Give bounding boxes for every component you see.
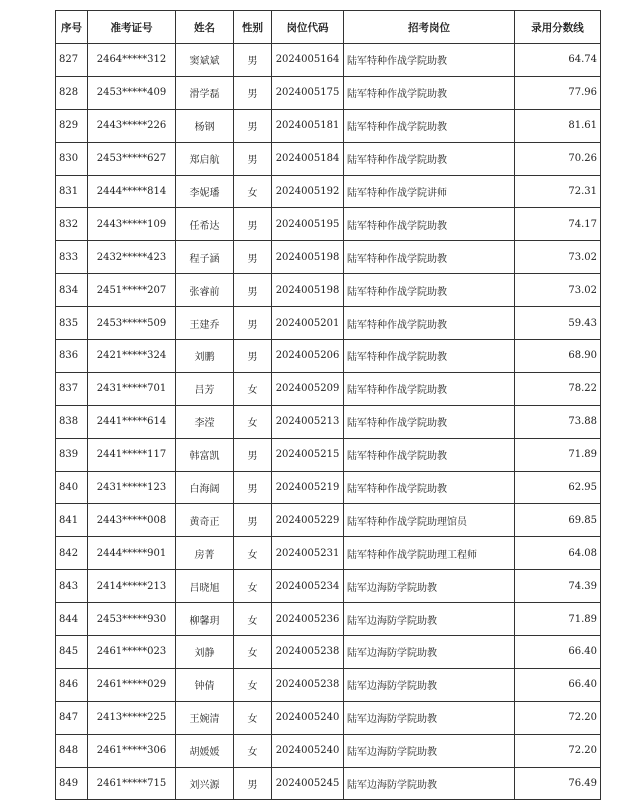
cell-gender: 男 bbox=[234, 471, 272, 504]
cell-post: 陆军特种作战学院讲师 bbox=[344, 175, 515, 208]
cell-score: 59.43 bbox=[515, 307, 601, 340]
cell-gender: 男 bbox=[234, 504, 272, 537]
cell-post: 陆军特种作战学院助教 bbox=[344, 340, 515, 373]
cell-seq: 829 bbox=[56, 109, 88, 142]
cell-seq: 830 bbox=[56, 142, 88, 175]
cell-code: 2024005195 bbox=[272, 208, 344, 241]
cell-code: 2024005198 bbox=[272, 274, 344, 307]
table-row bbox=[56, 537, 601, 570]
cell-gender: 女 bbox=[234, 701, 272, 734]
cell-code: 2024005198 bbox=[272, 241, 344, 274]
cell-score: 66.40 bbox=[515, 668, 601, 701]
cell-post: 陆军特种作战学院助教 bbox=[344, 438, 515, 471]
cell-post: 陆军特种作战学院助教 bbox=[344, 76, 515, 109]
cell-gender: 女 bbox=[234, 668, 272, 701]
cell-gender: 男 bbox=[234, 44, 272, 77]
cell-code: 2024005238 bbox=[272, 668, 344, 701]
cell-post: 陆军边海防学院助教 bbox=[344, 668, 515, 701]
cell-name: 程子涵 bbox=[176, 241, 234, 274]
cell-post: 陆军特种作战学院助教 bbox=[344, 372, 515, 405]
cell-post: 陆军特种作战学院助理馆员 bbox=[344, 504, 515, 537]
cell-score: 74.17 bbox=[515, 208, 601, 241]
cell-seq: 844 bbox=[56, 603, 88, 636]
cell-code: 2024005238 bbox=[272, 636, 344, 669]
cell-code: 2024005164 bbox=[272, 44, 344, 77]
cell-post: 陆军特种作战学院助理工程师 bbox=[344, 537, 515, 570]
table-row bbox=[56, 241, 601, 274]
header-post: 招考岗位 bbox=[344, 11, 515, 44]
cell-name: 白海阔 bbox=[176, 471, 234, 504]
cell-name: 钟倩 bbox=[176, 668, 234, 701]
table-row bbox=[56, 767, 601, 800]
cell-score: 66.40 bbox=[515, 636, 601, 669]
cell-post: 陆军边海防学院助教 bbox=[344, 767, 515, 800]
cell-seq: 841 bbox=[56, 504, 88, 537]
cell-score: 64.74 bbox=[515, 44, 601, 77]
cell-score: 73.02 bbox=[515, 274, 601, 307]
cell-post: 陆军特种作战学院助教 bbox=[344, 405, 515, 438]
cell-gender: 男 bbox=[234, 438, 272, 471]
cell-name: 吕芳 bbox=[176, 372, 234, 405]
cell-gender: 男 bbox=[234, 142, 272, 175]
cell-gender: 女 bbox=[234, 636, 272, 669]
cell-post: 陆军特种作战学院助教 bbox=[344, 142, 515, 175]
header-code: 岗位代码 bbox=[272, 11, 344, 44]
cell-gender: 女 bbox=[234, 603, 272, 636]
cell-post: 陆军特种作战学院助教 bbox=[344, 241, 515, 274]
table-row bbox=[56, 734, 601, 767]
table-row bbox=[56, 372, 601, 405]
cell-gender: 男 bbox=[234, 767, 272, 800]
cell-post: 陆军边海防学院助教 bbox=[344, 570, 515, 603]
cell-post: 陆军边海防学院助教 bbox=[344, 734, 515, 767]
cell-post: 陆军边海防学院助教 bbox=[344, 636, 515, 669]
cell-seq: 846 bbox=[56, 668, 88, 701]
cell-ticket: 2414*****213 bbox=[88, 570, 176, 603]
cell-code: 2024005175 bbox=[272, 76, 344, 109]
cell-ticket: 2453*****627 bbox=[88, 142, 176, 175]
table-row bbox=[56, 636, 601, 669]
cell-post: 陆军特种作战学院助教 bbox=[344, 471, 515, 504]
cell-name: 韩富凯 bbox=[176, 438, 234, 471]
cell-seq: 828 bbox=[56, 76, 88, 109]
cell-ticket: 2461*****029 bbox=[88, 668, 176, 701]
cell-score: 70.26 bbox=[515, 142, 601, 175]
cell-code: 2024005213 bbox=[272, 405, 344, 438]
table-row bbox=[56, 175, 601, 208]
cell-ticket: 2461*****023 bbox=[88, 636, 176, 669]
cell-ticket: 2464*****312 bbox=[88, 44, 176, 77]
cell-seq: 843 bbox=[56, 570, 88, 603]
cell-name: 李滢 bbox=[176, 405, 234, 438]
cell-seq: 837 bbox=[56, 372, 88, 405]
cell-score: 69.85 bbox=[515, 504, 601, 537]
cell-code: 2024005184 bbox=[272, 142, 344, 175]
table-body bbox=[56, 44, 601, 800]
cell-seq: 849 bbox=[56, 767, 88, 800]
cell-name: 张睿前 bbox=[176, 274, 234, 307]
cell-post: 陆军特种作战学院助教 bbox=[344, 44, 515, 77]
header-ticket: 准考证号 bbox=[88, 11, 176, 44]
cell-ticket: 2444*****814 bbox=[88, 175, 176, 208]
cell-score: 81.61 bbox=[515, 109, 601, 142]
cell-score: 71.89 bbox=[515, 603, 601, 636]
cell-score: 78.22 bbox=[515, 372, 601, 405]
cell-name: 任希达 bbox=[176, 208, 234, 241]
cell-seq: 840 bbox=[56, 471, 88, 504]
cell-name: 黄奇正 bbox=[176, 504, 234, 537]
cell-ticket: 2421*****324 bbox=[88, 340, 176, 373]
cell-gender: 女 bbox=[234, 537, 272, 570]
cell-seq: 833 bbox=[56, 241, 88, 274]
cell-seq: 848 bbox=[56, 734, 88, 767]
cell-ticket: 2432*****423 bbox=[88, 241, 176, 274]
cell-name: 刘鹏 bbox=[176, 340, 234, 373]
cell-post: 陆军边海防学院助教 bbox=[344, 701, 515, 734]
table-row bbox=[56, 504, 601, 537]
cell-code: 2024005231 bbox=[272, 537, 344, 570]
cell-ticket: 2451*****207 bbox=[88, 274, 176, 307]
cell-seq: 842 bbox=[56, 537, 88, 570]
cell-name: 王婉清 bbox=[176, 701, 234, 734]
cell-seq: 835 bbox=[56, 307, 88, 340]
table-row bbox=[56, 76, 601, 109]
cell-seq: 834 bbox=[56, 274, 88, 307]
cell-seq: 836 bbox=[56, 340, 88, 373]
table-row bbox=[56, 274, 601, 307]
table-row bbox=[56, 570, 601, 603]
cell-code: 2024005192 bbox=[272, 175, 344, 208]
cell-gender: 男 bbox=[234, 109, 272, 142]
cell-ticket: 2461*****306 bbox=[88, 734, 176, 767]
cell-seq: 838 bbox=[56, 405, 88, 438]
header-name: 姓名 bbox=[176, 11, 234, 44]
cell-score: 71.89 bbox=[515, 438, 601, 471]
table-row bbox=[56, 44, 601, 77]
cell-code: 2024005229 bbox=[272, 504, 344, 537]
cell-code: 2024005206 bbox=[272, 340, 344, 373]
cell-gender: 女 bbox=[234, 405, 272, 438]
cell-name: 郑启航 bbox=[176, 142, 234, 175]
cell-seq: 827 bbox=[56, 44, 88, 77]
cell-code: 2024005234 bbox=[272, 570, 344, 603]
cell-gender: 女 bbox=[234, 372, 272, 405]
cell-score: 72.20 bbox=[515, 734, 601, 767]
cell-name: 窦斌斌 bbox=[176, 44, 234, 77]
table-row bbox=[56, 701, 601, 734]
cell-score: 72.20 bbox=[515, 701, 601, 734]
cell-gender: 女 bbox=[234, 175, 272, 208]
cell-seq: 845 bbox=[56, 636, 88, 669]
table-row bbox=[56, 109, 601, 142]
cell-ticket: 2441*****614 bbox=[88, 405, 176, 438]
table-row bbox=[56, 208, 601, 241]
header-seq: 序号 bbox=[56, 11, 88, 44]
cell-ticket: 2444*****901 bbox=[88, 537, 176, 570]
cell-code: 2024005240 bbox=[272, 701, 344, 734]
cell-ticket: 2431*****123 bbox=[88, 471, 176, 504]
cell-gender: 男 bbox=[234, 274, 272, 307]
table-row bbox=[56, 405, 601, 438]
cell-name: 王建乔 bbox=[176, 307, 234, 340]
cell-name: 李妮璠 bbox=[176, 175, 234, 208]
cell-code: 2024005240 bbox=[272, 734, 344, 767]
cell-score: 76.49 bbox=[515, 767, 601, 800]
table-row bbox=[56, 307, 601, 340]
cell-ticket: 2431*****701 bbox=[88, 372, 176, 405]
cell-ticket: 2443*****109 bbox=[88, 208, 176, 241]
cell-score: 64.08 bbox=[515, 537, 601, 570]
header-gender: 性别 bbox=[234, 11, 272, 44]
cell-seq: 832 bbox=[56, 208, 88, 241]
cell-code: 2024005201 bbox=[272, 307, 344, 340]
cell-score: 62.95 bbox=[515, 471, 601, 504]
cell-gender: 男 bbox=[234, 307, 272, 340]
cell-post: 陆军特种作战学院助教 bbox=[344, 109, 515, 142]
cell-ticket: 2453*****409 bbox=[88, 76, 176, 109]
cell-code: 2024005236 bbox=[272, 603, 344, 636]
cell-ticket: 2453*****930 bbox=[88, 603, 176, 636]
cell-ticket: 2461*****715 bbox=[88, 767, 176, 800]
cell-code: 2024005245 bbox=[272, 767, 344, 800]
cell-name: 刘静 bbox=[176, 636, 234, 669]
cell-post: 陆军特种作战学院助教 bbox=[344, 307, 515, 340]
cell-gender: 男 bbox=[234, 76, 272, 109]
table-header-row bbox=[56, 11, 601, 44]
cell-code: 2024005209 bbox=[272, 372, 344, 405]
table-row bbox=[56, 668, 601, 701]
table-row bbox=[56, 603, 601, 636]
cell-gender: 男 bbox=[234, 208, 272, 241]
cell-code: 2024005215 bbox=[272, 438, 344, 471]
cell-name: 吕晓旭 bbox=[176, 570, 234, 603]
cell-code: 2024005219 bbox=[272, 471, 344, 504]
cell-gender: 男 bbox=[234, 340, 272, 373]
cell-seq: 839 bbox=[56, 438, 88, 471]
cell-gender: 女 bbox=[234, 734, 272, 767]
table-row bbox=[56, 340, 601, 373]
cell-score: 74.39 bbox=[515, 570, 601, 603]
cell-score: 77.96 bbox=[515, 76, 601, 109]
cell-name: 滑学磊 bbox=[176, 76, 234, 109]
cell-name: 杨钢 bbox=[176, 109, 234, 142]
cell-name: 刘兴源 bbox=[176, 767, 234, 800]
cell-score: 73.88 bbox=[515, 405, 601, 438]
cell-score: 68.90 bbox=[515, 340, 601, 373]
table-row bbox=[56, 438, 601, 471]
cell-ticket: 2443*****226 bbox=[88, 109, 176, 142]
cell-ticket: 2453*****509 bbox=[88, 307, 176, 340]
cell-name: 胡媛媛 bbox=[176, 734, 234, 767]
header-score: 录用分数线 bbox=[515, 11, 601, 44]
cell-seq: 847 bbox=[56, 701, 88, 734]
cell-ticket: 2441*****117 bbox=[88, 438, 176, 471]
cell-ticket: 2413*****225 bbox=[88, 701, 176, 734]
cell-seq: 831 bbox=[56, 175, 88, 208]
table-row bbox=[56, 142, 601, 175]
cell-name: 柳馨玥 bbox=[176, 603, 234, 636]
cell-score: 73.02 bbox=[515, 241, 601, 274]
cell-post: 陆军特种作战学院助教 bbox=[344, 274, 515, 307]
results-table bbox=[55, 10, 601, 800]
cell-post: 陆军特种作战学院助教 bbox=[344, 208, 515, 241]
cell-code: 2024005181 bbox=[272, 109, 344, 142]
cell-score: 72.31 bbox=[515, 175, 601, 208]
cell-gender: 女 bbox=[234, 570, 272, 603]
cell-post: 陆军边海防学院助教 bbox=[344, 603, 515, 636]
cell-gender: 男 bbox=[234, 241, 272, 274]
cell-name: 房菁 bbox=[176, 537, 234, 570]
cell-ticket: 2443*****008 bbox=[88, 504, 176, 537]
table-row bbox=[56, 471, 601, 504]
